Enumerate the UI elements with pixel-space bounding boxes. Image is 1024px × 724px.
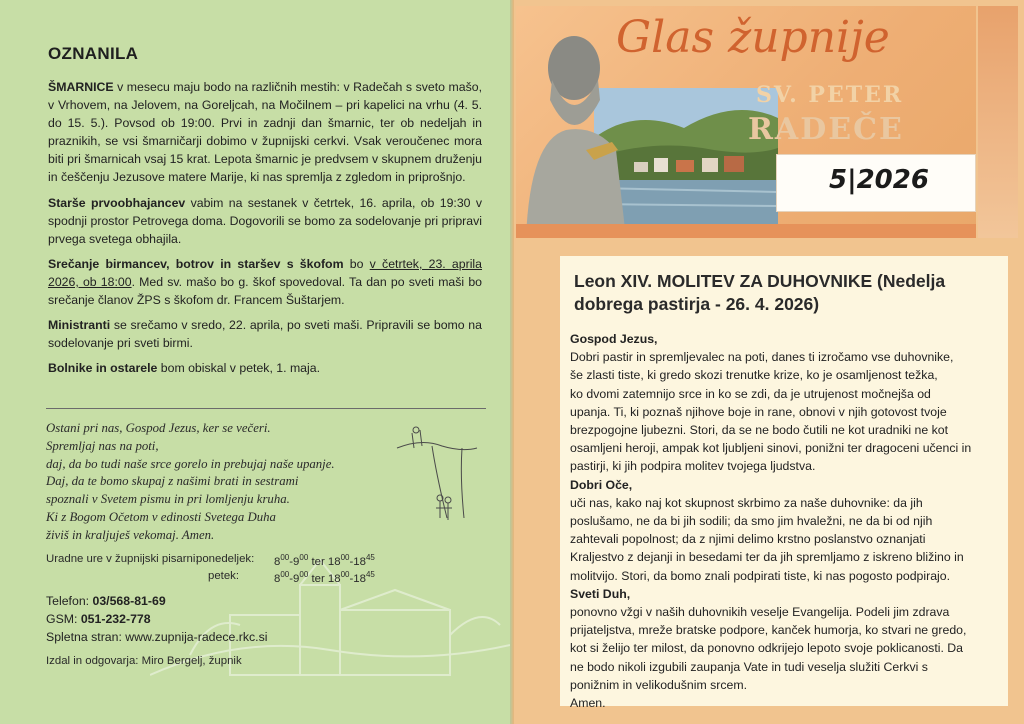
smarnice-heading: ŠMARNICE <box>48 80 114 94</box>
emmaus-prayer <box>46 420 386 545</box>
time-part: -9 <box>289 572 300 585</box>
time-sup: 45 <box>365 553 375 562</box>
birmanci-text: . Med sv. mašo bo g. škof spovedoval. Ta dan po sveti maši bo srečanje članov ŽPS s škofom dr. Francem Šuštarjem. <box>48 274 483 308</box>
gsm-row <box>46 610 267 628</box>
parish-saint: SV. PETER <box>756 82 904 108</box>
prayer-text-line: upanja. Ti, ki poznaš njihove boje in rane, obnovi v njih gotovost tvoje <box>570 404 947 419</box>
time-part: ter 18 <box>308 555 341 568</box>
office-day-friday: petek: <box>208 570 240 582</box>
bolniki-text: bom obiskal v petek, 1. maja. <box>157 361 321 376</box>
gsm-number: 051-232-778 <box>80 612 151 626</box>
cross-decoration <box>978 6 1018 238</box>
time-part: 8 <box>274 572 281 585</box>
smarnice-text: v mesecu maju bodo na različnih mestih: v Radečah s sveto mašo, v Vrhovem, na Jelovem, na Goreljcah, na Močilnem – pri kapelici na vrhu (4. 5. do 15. 5.). Povsod ob 19:00. Prvi in zadnji dan šmarnic, ter ob nedeljah in praznikih, se vsi šmarničarji dobimo v župnijski cerkvi. Vsak veroučenec mora biti pri šmarnicah vsaj 15 krat. Lepota šmarnic je predvsem v skupnem druženju in češčenju Jezusove matere Marije, ki nas spremlja z zgledom in priprošnjo. <box>48 80 482 185</box>
publisher-line: Izdal in odgovarja: Miro Bergelj, župnik <box>46 655 242 667</box>
office-hours-label: Uradne ure v župnijski pisarni: <box>46 553 199 565</box>
phone-row <box>46 592 267 610</box>
time-part: 8 <box>274 555 281 568</box>
prayer-line: živiš in kraljuješ vekomaj. Amen. <box>46 527 215 542</box>
time-part: -18 <box>349 572 366 585</box>
prayer-text-line: brezpogojne ljubezni. Stori, da se ne bodo čutili ne kot uradniki ne kot <box>570 423 949 438</box>
prayer-for-priests-body <box>570 330 1004 712</box>
prayer-text-line: kot si želijo ter milost, da ponovno odkrijejo lepoto svoje poklicanosti. Da <box>570 641 964 656</box>
web-label: Spletna stran: <box>46 630 126 644</box>
prayer-text-line: poslušamo, ne da bi jih sodili; da smo jim hvaležni, ne da bi od njih <box>570 514 933 529</box>
prayer-text-line: molitvijo. Stori, da bomo znali podpirati tiste, ki nas pogosto podpirajo. <box>570 568 951 583</box>
masthead <box>516 6 976 238</box>
office-time-monday <box>274 553 375 568</box>
time-sup: 00 <box>299 553 309 562</box>
time-part: -9 <box>289 555 300 568</box>
ministranti-heading: Ministranti <box>48 318 111 333</box>
gsm-label: GSM: <box>46 612 81 626</box>
masthead-strip <box>516 224 976 238</box>
office-time-friday <box>274 570 375 585</box>
phone-number: 03/568-81-69 <box>92 594 166 608</box>
prayer-text-line: Amen. <box>570 696 606 711</box>
prayer-text-line: Kraljestvo z dejanji in besedami ter da jih spremljamo z iskreno bližino in <box>570 550 964 565</box>
contact-info <box>46 592 267 646</box>
time-sup: 00 <box>280 553 290 562</box>
prayer-for-priests-box <box>560 256 1008 711</box>
prayer-line: Spremljaj nas na poti, <box>46 438 159 453</box>
time-sup: 00 <box>340 553 350 562</box>
time-sup: 00 <box>280 570 290 579</box>
prayer-text-line: pastirji, ki jih podpira molitev tvojega ljudstva. <box>570 459 816 474</box>
bolniki-heading: Bolnike in ostarele <box>48 361 158 376</box>
prayer-text-line: Dobri pastir in spremljevalec na poti, danes ti izročamo vse duhovnike, <box>570 350 954 365</box>
issue-number: 5|2026 <box>829 165 929 195</box>
prayer-text-line: ponovno vžgi v naših duhovnikih veselje Evangelija. Podeli jim zdrava <box>570 605 950 620</box>
oznanila-body <box>48 78 482 384</box>
prayer-line: spoznali v Svetem pismu in pri lomljenju kruha. <box>46 492 290 507</box>
time-sup: 00 <box>340 570 350 579</box>
prayer-text-line: ne bodo nikoli izgubili zaupanja Vate in tudi veselja služiti Cerkvi s <box>570 659 928 674</box>
birmanci-date: v četrtek, 23. aprila 2026, ob 18:00 <box>48 256 483 289</box>
office-day-monday: ponedeljek: <box>196 553 255 565</box>
time-part: ter 18 <box>308 572 341 585</box>
prayer-text-line: ko dvomi zatemnijo srce in ko se zdi, da je utrujenost močnejša od <box>570 386 931 401</box>
birmanci-heading: Srečanje birmancev, botrov in staršev s škofom <box>48 256 344 271</box>
starse-paragraph <box>48 194 482 248</box>
birmanci-paragraph <box>48 255 482 309</box>
prayer-line: Ostani pri nas, Gospod Jezus, ker se večeri. <box>46 421 271 435</box>
time-sup: 00 <box>299 570 309 579</box>
parish-place: RADEČE <box>748 112 904 147</box>
birmanci-pre: bo <box>343 256 370 271</box>
prayer-for-priests-title: Leon XIV. MOLITEV ZA DUHOVNIKE (Nedelja dobrega pastirja - 26. 4. 2026) <box>574 271 946 314</box>
starse-text: vabim na sestanek v četrtek, 16. aprila, ob 19:30 v spodnji prostor Petrovega doma. Dogovorili se bomo za sodelovanje pri pripravi prvega svetega obhajila. <box>48 195 482 246</box>
prayer-heading: Sveti Duh, <box>570 586 631 601</box>
prayer-text-line: še zlasti tiste, ki gredo skozi trenutke krize, ko je osamljenost težka, <box>570 368 938 383</box>
issue-box <box>776 154 976 212</box>
page-fold <box>510 0 514 724</box>
prayer-text-line: prijateljstva, mreže bratske podpore, kanček humorja, ko stvari ne gredo, <box>570 623 967 638</box>
starse-heading: Starše prvoobhajancev <box>48 195 186 210</box>
web-link[interactable]: www.zupnija-radece.rkc.si <box>125 630 268 644</box>
ministranti-text: se srečamo v sredo, 22. aprila, po sveti maši. Pripravili se bomo na sodelovanje pri sveti birmi. <box>48 318 482 351</box>
prayer-heading: Dobri Oče, <box>570 477 633 492</box>
prayer-text-line: ponižnim in velikodušnim srcem. <box>570 677 748 692</box>
prayer-line: Ki z Bogom Očetom v edinosti Svetega Duha <box>46 509 276 524</box>
newsletter-title: Glas župnije <box>616 12 890 63</box>
prayer-text-line: zahtevali popolnost; da z njimi delimo krstno poslanstvo oznanjati <box>570 532 926 547</box>
prayer-text-line: osamljeni heroji, ampak kot ljubljeni sinovi, ponižni ter dragoceni učenci in <box>570 441 972 456</box>
prayer-heading: Gospod Jezus, <box>570 332 658 346</box>
ministranti-paragraph <box>48 316 482 352</box>
phone-label: Telefon: <box>46 594 93 608</box>
oznanila-title: OZNANILA <box>48 44 139 63</box>
smarnice-paragraph <box>48 78 482 187</box>
prayer-line: Daj, da te bomo skupaj z našimi brati in sestrami <box>46 474 299 489</box>
prayer-text-line: uči nas, kako naj kot skupnost skrbimo za naše duhovnike: da jih <box>570 495 923 510</box>
prayer-line: daj, da bo tudi naše srce gorelo in prebujaj naše upanje. <box>46 456 335 471</box>
bolniki-paragraph <box>48 359 482 377</box>
web-row <box>46 628 267 646</box>
time-sup: 45 <box>365 570 375 579</box>
time-part: -18 <box>349 555 366 568</box>
emmaus-sketch-illustration <box>392 418 482 528</box>
section-divider <box>46 408 486 409</box>
